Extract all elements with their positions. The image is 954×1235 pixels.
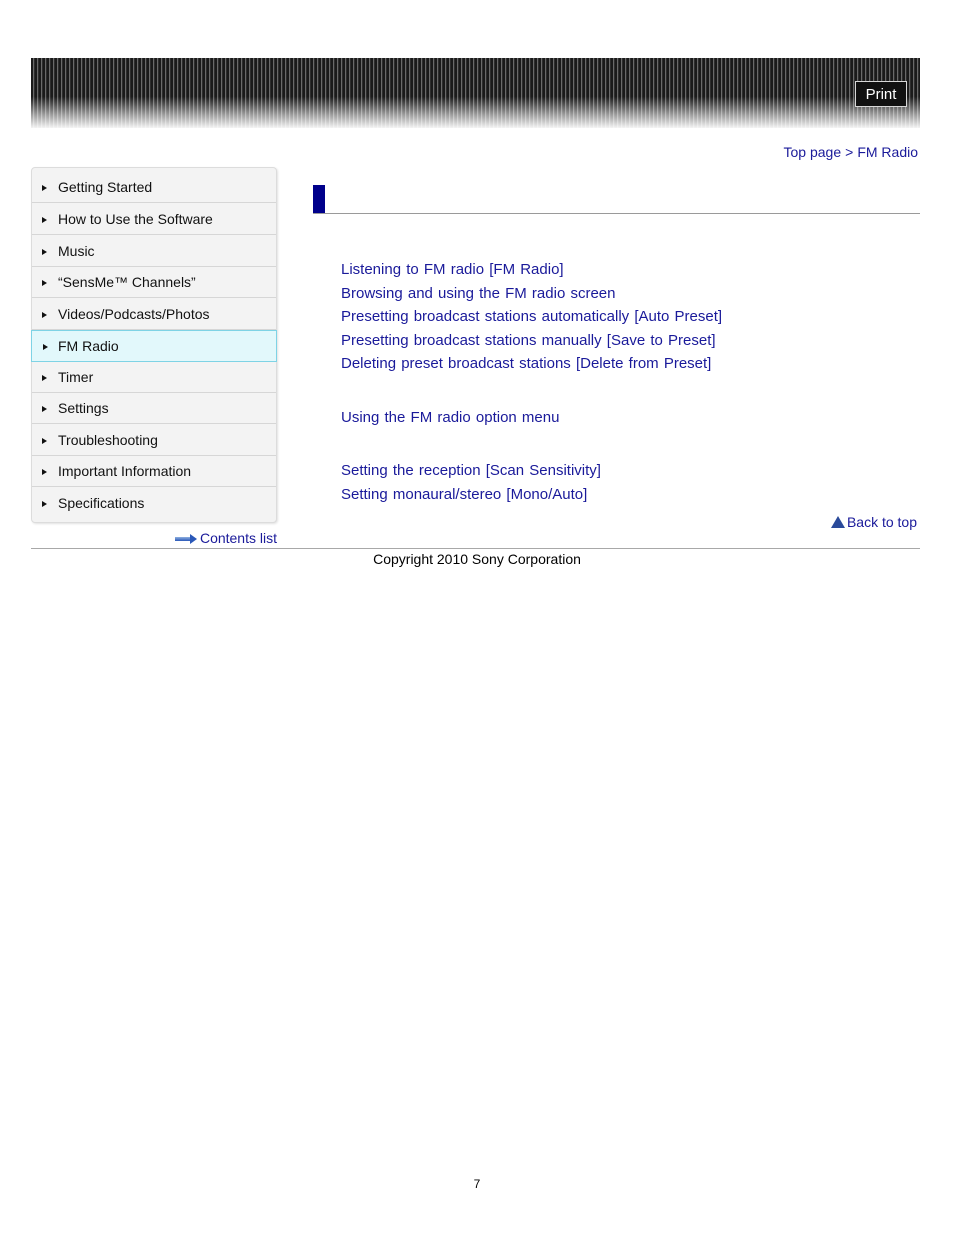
title-divider — [313, 213, 920, 214]
arrow-right-icon — [42, 249, 47, 255]
topic-link-auto-preset[interactable]: Presetting broadcast stations automatically [Auto Preset] — [341, 308, 723, 325]
copyright-text: Copyright 2010 Sony Corporation — [373, 551, 581, 567]
topic-link-delete-from-preset[interactable]: Deleting preset broadcast stations [Delete from Preset] — [341, 355, 712, 372]
sidebar-item-label: “SensMe™ Channels” — [58, 274, 196, 290]
sidebar-item-important-information[interactable] — [32, 456, 276, 487]
sidebar-item-label: How to Use the Software — [58, 211, 213, 227]
sidebar-item-label: Specifications — [58, 495, 145, 511]
sidebar-item-label: Important Information — [58, 463, 192, 479]
sidebar-nav — [31, 167, 277, 523]
triangle-up-icon — [831, 516, 845, 528]
sidebar-item-label: Getting Started — [58, 179, 153, 195]
sidebar-item-label: Troubleshooting — [58, 432, 158, 448]
footer-divider — [31, 548, 920, 549]
back-to-top-link[interactable] — [831, 514, 917, 530]
arrow-right-icon — [42, 501, 47, 507]
sidebar-item-troubleshooting[interactable] — [32, 425, 276, 456]
breadcrumb-top-page[interactable]: Top page — [783, 144, 842, 160]
sidebar-item-settings[interactable] — [32, 393, 276, 424]
print-button[interactable]: Print — [855, 81, 907, 107]
sidebar-item-music[interactable] — [32, 236, 276, 267]
breadcrumb-separator: > — [845, 144, 854, 160]
arrow-right-icon — [42, 375, 47, 381]
sidebar-item-fm-radio[interactable] — [31, 330, 277, 362]
arrow-right-icon — [42, 280, 47, 286]
breadcrumb — [784, 144, 918, 160]
sidebar-item-label: Videos/Podcasts/Photos — [58, 306, 210, 322]
topic-link-save-to-preset[interactable]: Presetting broadcast stations manually [Save to Preset] — [341, 332, 716, 349]
topic-link-scan-sensitivity[interactable]: Setting the reception [Scan Sensitivity] — [341, 462, 601, 479]
back-to-top-label: Back to top — [846, 514, 917, 530]
header-banner — [31, 58, 920, 128]
topic-link-mono-auto[interactable]: Setting monaural/stereo [Mono/Auto] — [341, 486, 588, 503]
topic-link-option-menu[interactable]: Using the FM radio option menu — [341, 409, 560, 426]
page-number: 7 — [473, 1177, 481, 1191]
sidebar-item-sensme-channels[interactable] — [32, 267, 276, 298]
sidebar-item-label: Settings — [58, 400, 109, 416]
arrow-right-icon — [42, 406, 47, 412]
arrow-right-icon — [42, 312, 47, 318]
sidebar-item-videos-podcasts-photos[interactable] — [32, 299, 276, 330]
sidebar-item-label: Music — [58, 243, 95, 259]
sidebar-item-getting-started[interactable] — [32, 172, 276, 203]
sidebar-item-label: FM Radio — [58, 338, 119, 354]
arrow-right-icon — [42, 217, 47, 223]
arrow-right-icon — [42, 438, 47, 444]
contents-list-link[interactable] — [175, 530, 277, 546]
arrow-right-icon — [42, 469, 47, 475]
topic-link-browsing-fm-radio-screen[interactable]: Browsing and using the FM radio screen — [341, 285, 616, 302]
breadcrumb-current[interactable]: FM Radio — [857, 144, 918, 160]
arrow-right-icon — [43, 344, 48, 350]
sidebar-item-label: Timer — [58, 369, 94, 385]
contents-list-label: Contents list — [199, 530, 277, 546]
sidebar-item-timer[interactable] — [32, 362, 276, 393]
topic-link-listening-fm-radio[interactable]: Listening to FM radio [FM Radio] — [341, 261, 564, 278]
arrow-right-icon — [42, 185, 47, 191]
sidebar-item-how-to-use-the-software[interactable] — [32, 204, 276, 235]
arrow-right-icon — [175, 535, 197, 543]
sidebar-item-specifications[interactable] — [32, 488, 276, 519]
title-marker — [313, 185, 325, 214]
